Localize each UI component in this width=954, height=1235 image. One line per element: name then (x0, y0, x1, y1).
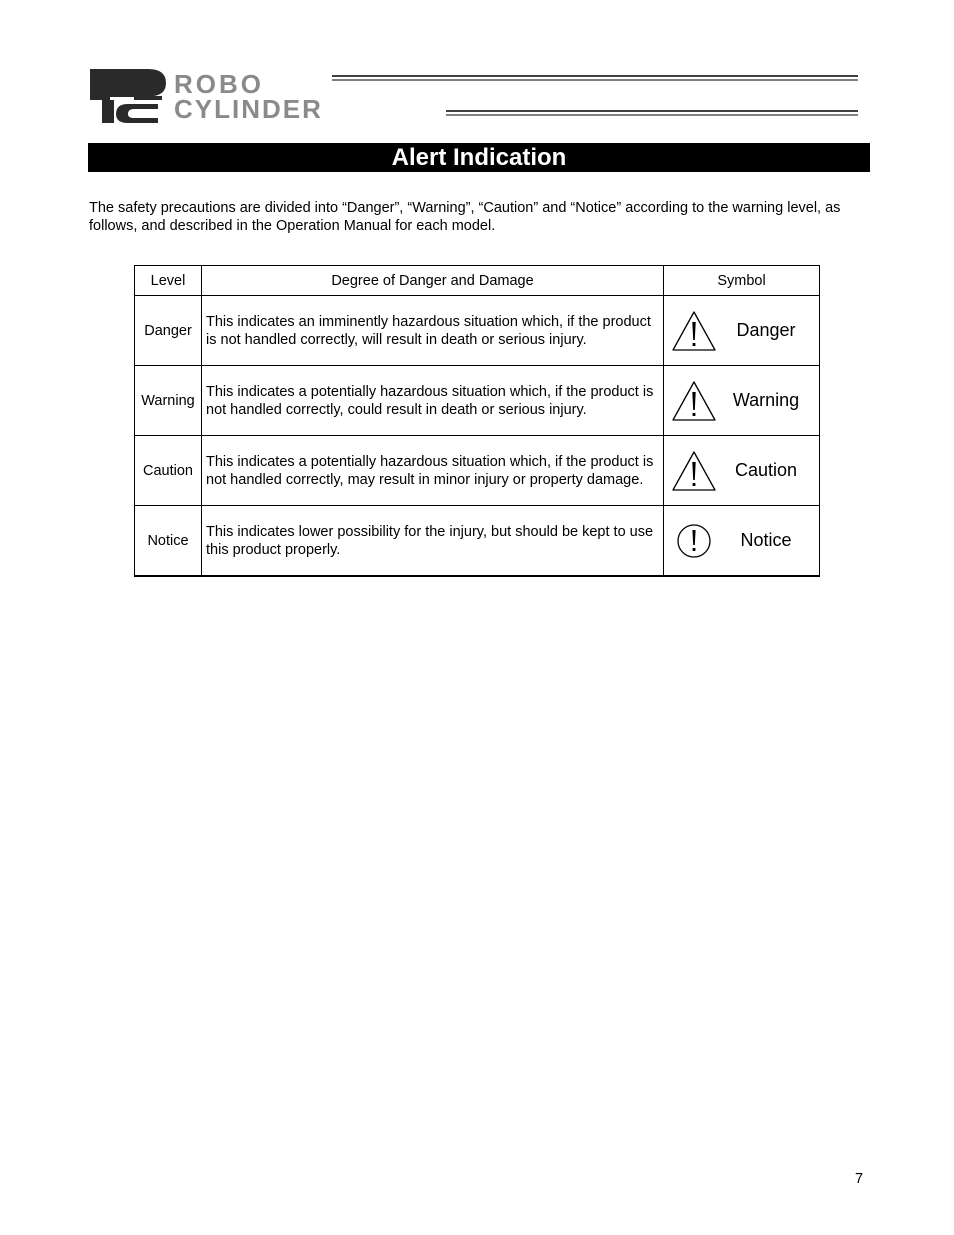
description-cell: This indicates a potentially hazardous situation which, if the product is not handled correctly, may result in minor injury or property damage. (202, 436, 664, 506)
alert-level-table (134, 265, 820, 577)
symbol-label: Notice (740, 530, 792, 550)
description-cell: This indicates an imminently hazardous situation which, if the product is not handled correctly, will result in death or serious injury. (202, 296, 664, 366)
header-symbol: Symbol (664, 266, 820, 296)
description-cell: This indicates a potentially hazardous situation which, if the product is not handled correctly, could result in death or serious injury. (202, 366, 664, 436)
table-row (135, 506, 820, 577)
header-level: Level (135, 266, 202, 296)
page-number: 7 (855, 1171, 864, 1187)
symbol-cell (664, 506, 820, 577)
description-cell: This indicates lower possibility for the injury, but should be kept to use this product properly. (202, 506, 664, 577)
table-row (135, 366, 820, 436)
symbol-cell (664, 296, 820, 366)
logo-r-shape (90, 69, 166, 100)
symbol-label: Danger (736, 320, 796, 340)
level-cell: Danger (135, 296, 202, 366)
symbol-cell (664, 366, 820, 436)
warning-triangle-icon (671, 380, 717, 422)
logo-text-robo: ROBO (174, 69, 264, 99)
logo-text-cylinder: CYLINDER (174, 94, 323, 124)
level-cell: Notice (135, 506, 202, 577)
header-degree: Degree of Danger and Damage (202, 266, 664, 296)
table-row (135, 436, 820, 506)
symbol-label: Caution (734, 460, 798, 480)
warning-triangle-icon (671, 450, 717, 492)
level-cell: Caution (135, 436, 202, 506)
robo-cylinder-logo (88, 66, 868, 126)
table-header-row (135, 266, 820, 296)
exclamation-circle-icon (671, 520, 717, 562)
table-row (135, 296, 820, 366)
logo-c-shape (116, 104, 158, 123)
symbol-cell (664, 436, 820, 506)
intro-paragraph: The safety precautions are divided into “Danger”, “Warning”, “Caution” and “Notice” according to the warning level, as follows, and described in the Operation Manual for each model. (89, 200, 841, 234)
level-cell: Warning (135, 366, 202, 436)
page-title: Alert Indication (88, 143, 870, 172)
warning-triangle-icon (671, 310, 717, 352)
symbol-label: Warning (732, 390, 800, 410)
